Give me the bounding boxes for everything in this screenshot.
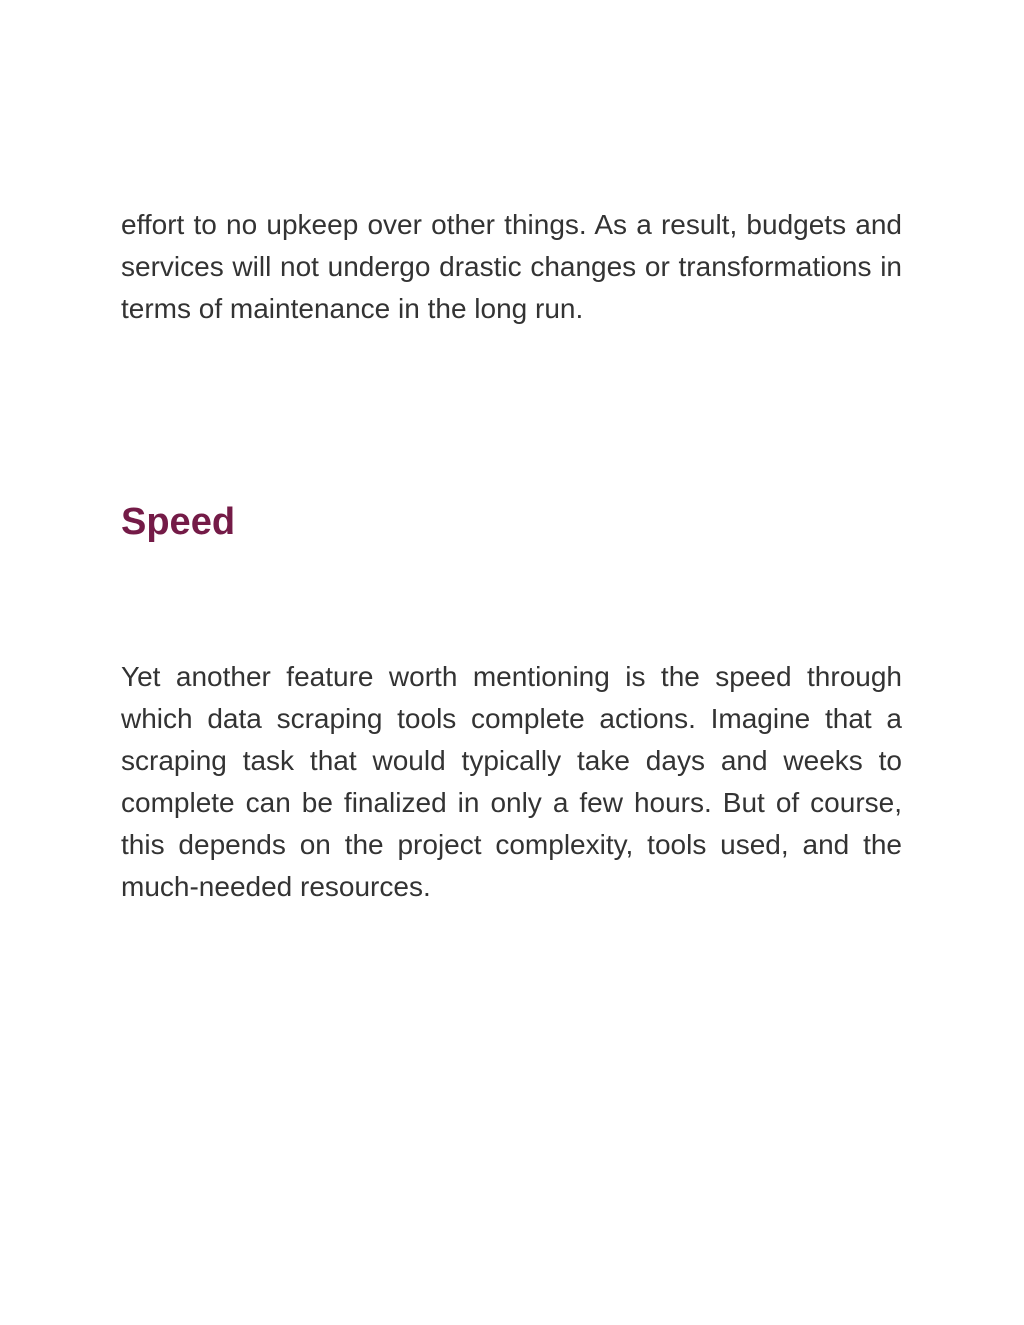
- body-paragraph-maintenance: effort to no upkeep over other things. As a result, budgets and services will not undergo drastic changes or transformations in terms of maintenance in the long run.: [121, 209, 902, 324]
- section-heading-speed: Speed: [121, 501, 236, 543]
- body-paragraph-speed: Yet another feature worth mentioning is the speed through which data scraping tools complete actions. Imagine that a scraping task that would typically take days and weeks to complete can be finalized in only a few hours. But of course, this depends on the project complexity, tools used, and the much-needed resources.: [121, 661, 902, 902]
